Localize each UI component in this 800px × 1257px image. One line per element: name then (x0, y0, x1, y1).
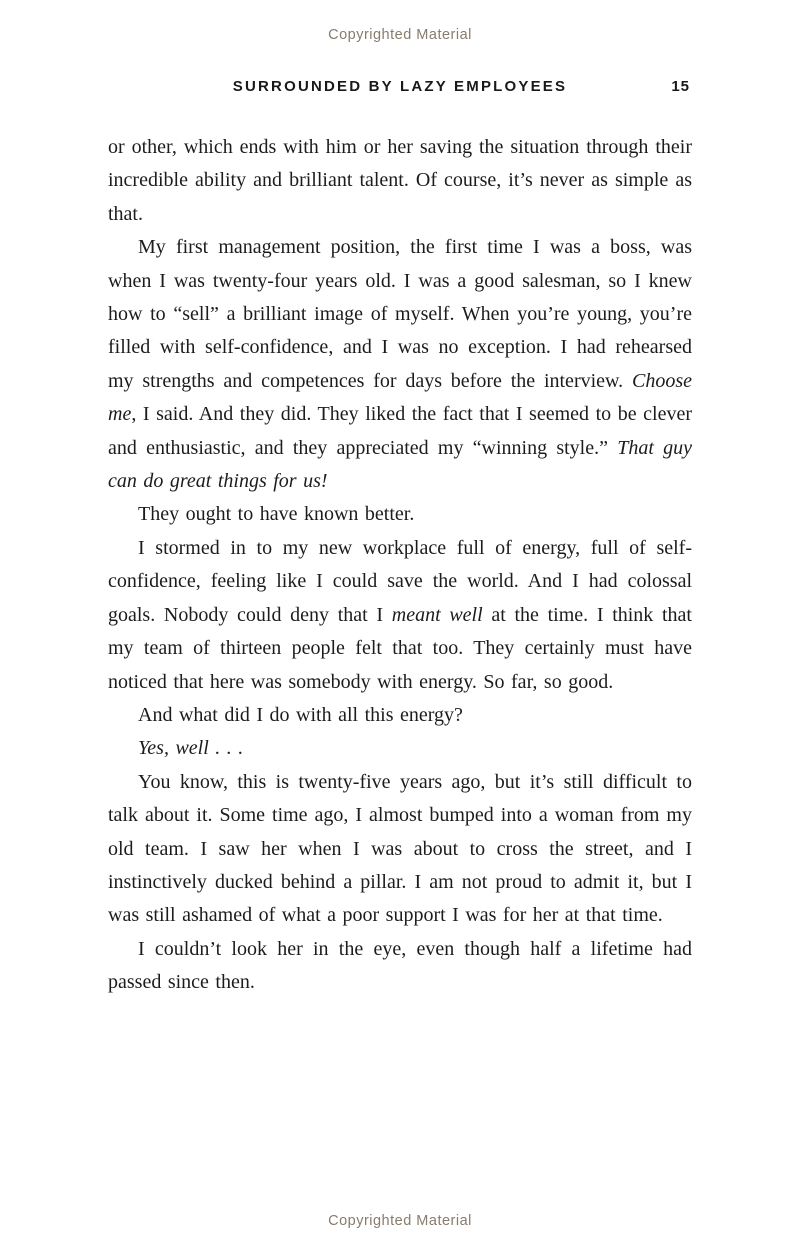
text-run: I couldn’t look her in the eye, even though half a lifetime had passed since then. (108, 937, 692, 994)
text-run: And what did I do with all this energy? (138, 703, 463, 726)
text-run: , I said. And they did. They liked the fact that I seemed to be clever and enthusiastic, and they appreciated my “winning style.” (108, 403, 692, 459)
text-run: You know, this is twenty-five years ago, but it’s still difficult to talk about it. Some time ago, I almost bumped into a woman from my old team. I saw her when I was about to cross the street, and I instinctively ducked behind a pillar. I am not proud to admit it, but I was still ashamed of what a poor support I was for her at that time. (108, 770, 692, 927)
copyright-notice-bottom: Copyrighted Material (328, 1213, 472, 1229)
page-number: 15 (671, 78, 690, 95)
body-text (108, 131, 692, 1000)
italic-text-run: meant well (391, 603, 483, 626)
body-paragraph (108, 732, 692, 765)
text-run: My first management position, the first time I was a boss, was when I was twenty-four years old. I was a good salesman, so I knew how to “sell” a brilliant image of myself. When you’re young, you’re filled with self-confidence, and I was no exception. I had rehearsed my strengths and competences for days before the interview. (108, 236, 692, 392)
body-paragraph (108, 498, 692, 531)
body-paragraph (108, 532, 692, 699)
italic-text-run: Yes, well . . . (138, 737, 244, 760)
text-run: or other, which ends with him or her saving the situation through their incredible ability and brilliant talent. Of course, it’s never as simple as that. (108, 136, 692, 225)
copyright-notice-top: Copyrighted Material (328, 27, 472, 43)
text-run: They ought to have known better. (138, 503, 415, 526)
body-paragraph (108, 231, 692, 498)
italic-text-run: Choose me (108, 369, 692, 426)
body-paragraph (108, 766, 692, 933)
body-paragraph (108, 131, 692, 231)
body-paragraph (108, 933, 692, 1000)
running-title: SURROUNDED BY LAZY EMPLOYEES (232, 78, 568, 95)
text-run: I stormed in to my new workplace full of energy, full of self-confidence, feeling like I could save the world. And I had colossal goals. Nobody could deny that I (108, 536, 692, 626)
running-header (108, 78, 692, 98)
body-paragraph (108, 699, 692, 732)
text-run: at the time. I think that my team of thirteen people felt that too. They certainly must have noticed that here was somebody with energy. So far, so good. (108, 603, 692, 693)
italic-text-run: That guy can do great things for us! (108, 436, 692, 493)
